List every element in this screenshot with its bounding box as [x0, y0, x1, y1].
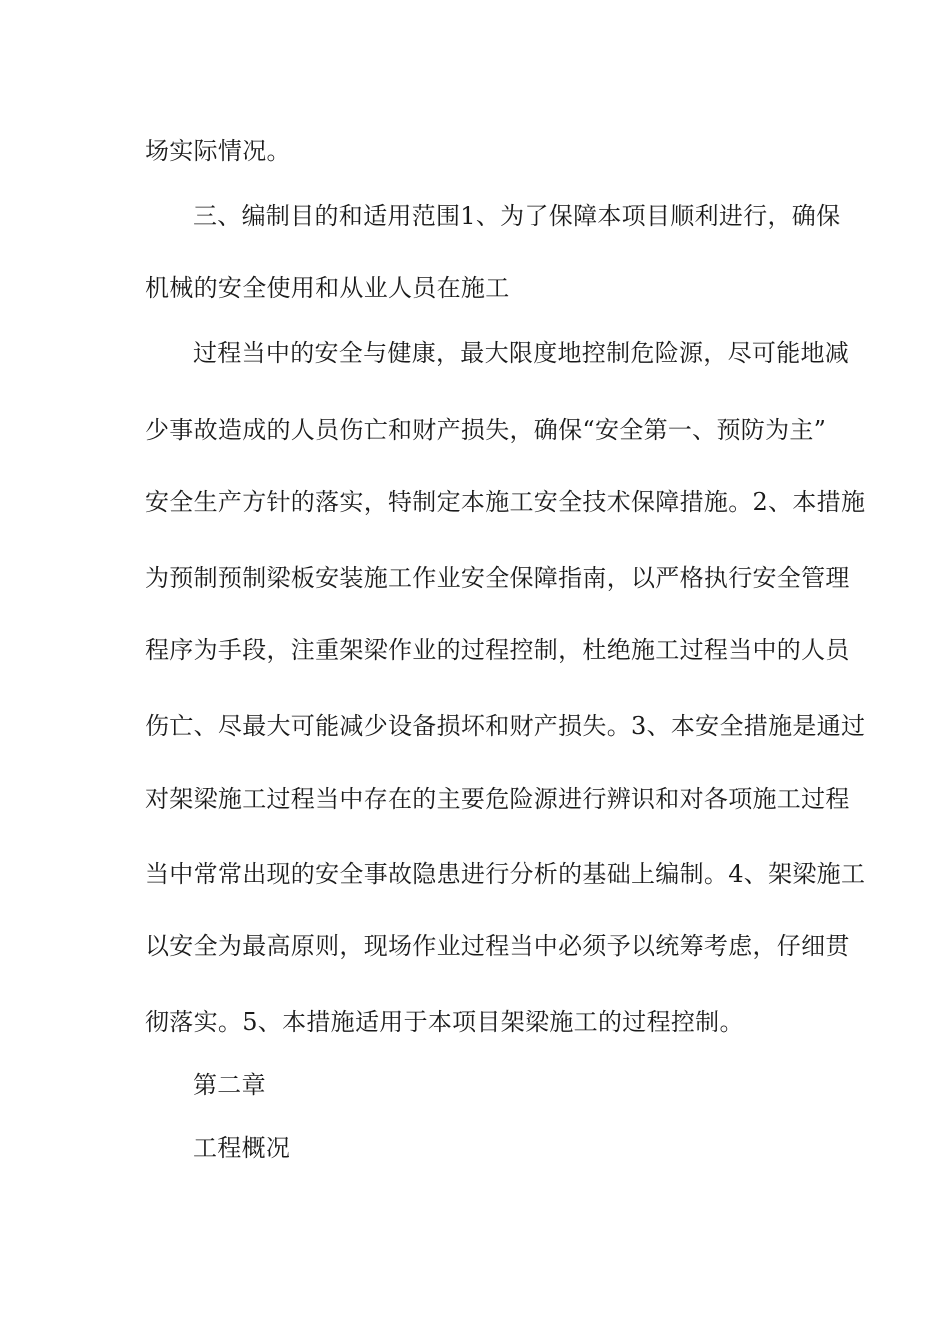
text-line-10: 对架梁施工过程当中存在的主要危险源进行辨识和对各项施工过程	[145, 785, 850, 813]
text-line-6: 安全生产方针的落实，特制定本施工安全技术保障措施。2、本措施	[145, 488, 866, 516]
text-line-4: 过程当中的安全与健康，最大限度地控制危险源，尽可能地减	[193, 339, 850, 367]
text-line-9: 伤亡、尽最大可能减少设备损坏和财产损失。3、本安全措施是通过	[145, 712, 866, 740]
text-line-7: 为预制预制梁板安装施工作业安全保障指南，以严格执行安全管理	[145, 564, 850, 592]
text-line-3: 机械的安全使用和从业人员在施工	[145, 274, 510, 302]
text-line-13: 彻落实。5、本措施适用于本项目架梁施工的过程控制。	[145, 1008, 744, 1036]
text-line-8: 程序为手段，注重架梁作业的过程控制，杜绝施工过程当中的人员	[145, 636, 850, 664]
text-line-2: 三、编制目的和适用范围1、为了保障本项目顺利进行，确保	[193, 202, 841, 230]
section-heading: 工程概况	[193, 1134, 291, 1162]
text-line-5: 少事故造成的人员伤亡和财产损失，确保“安全第一、预防为主”	[145, 416, 827, 444]
chapter-heading: 第二章	[193, 1071, 266, 1099]
text-line-1: 场实际情况。	[145, 137, 291, 165]
text-line-11: 当中常常出现的安全事故隐患进行分析的基础上编制。4、架梁施工	[145, 860, 866, 888]
text-line-12: 以安全为最高原则，现场作业过程当中必须予以统筹考虑，仔细贯	[145, 932, 850, 960]
